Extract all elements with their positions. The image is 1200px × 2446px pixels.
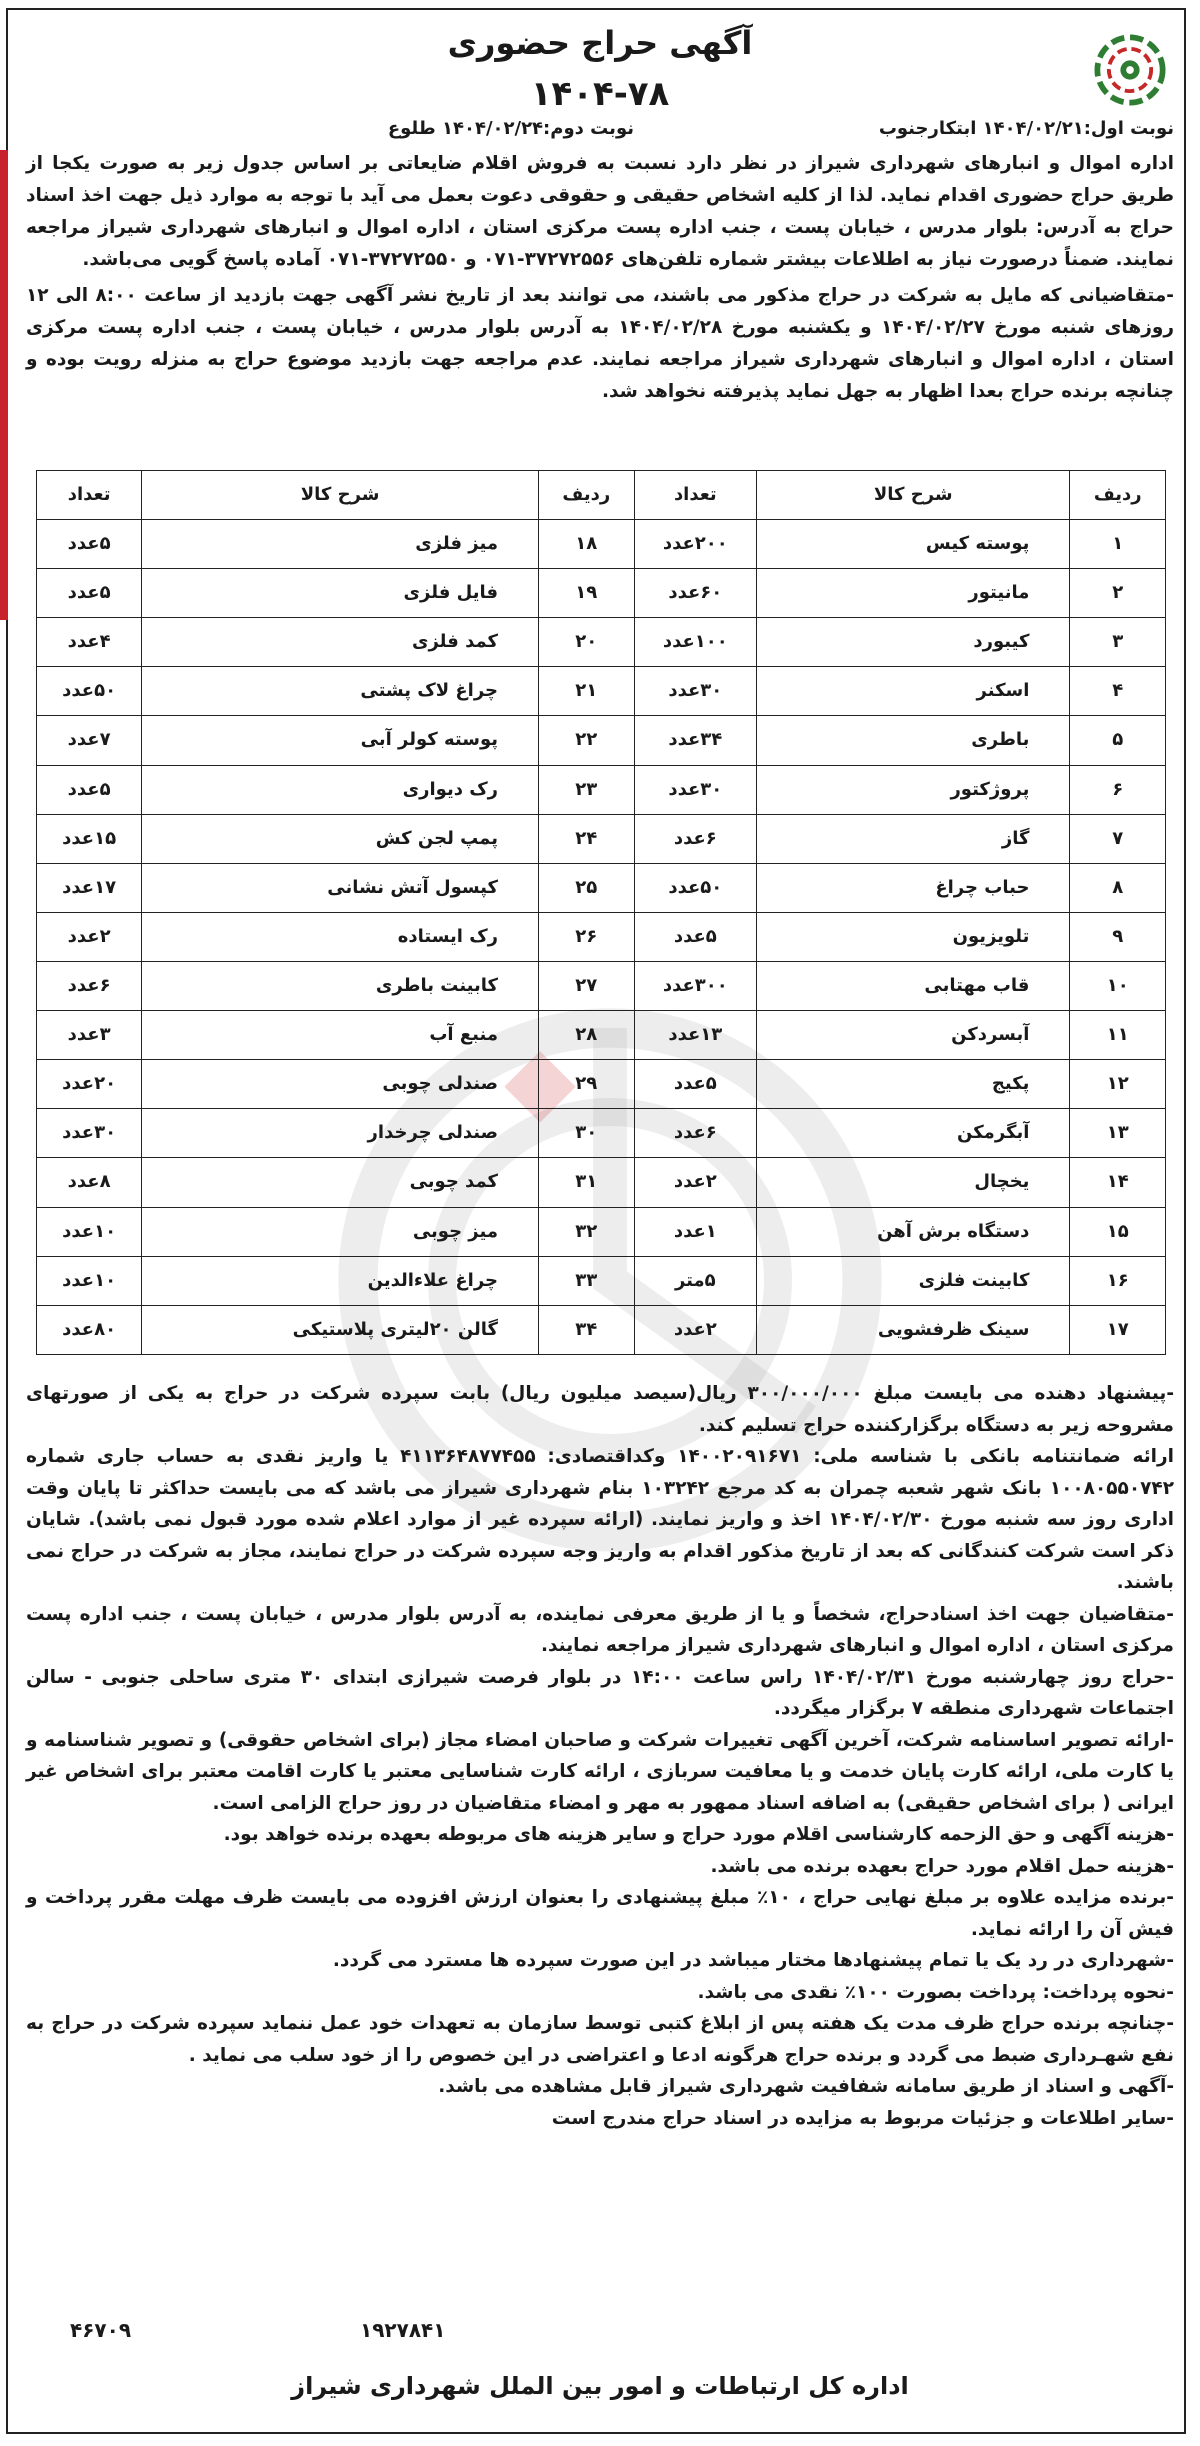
row-number: ۲۷ bbox=[539, 961, 635, 1010]
items-table bbox=[36, 470, 1166, 1355]
item-quantity: ۲عدد bbox=[634, 1305, 756, 1354]
item-quantity: ۵عدد bbox=[37, 520, 142, 569]
row-number: ۱۸ bbox=[539, 520, 635, 569]
item-quantity: ۸عدد bbox=[37, 1158, 142, 1207]
item-description: پکیج bbox=[757, 1060, 1070, 1109]
col-header-quantity: تعداد bbox=[634, 471, 756, 520]
visit-paragraph: -متقاضیانی که مایل به شرکت در حراج مذکور می باشند، می توانند بعد از تاریخ نشر آگهی جهت بازدید از ساعت ۸:۰۰ الی ۱۲ روزهای شنبه مورخ ۱۴۰۴/۰۲/۲۷ و یکشنبه مورخ ۱۴۰۴/۰۲/۲۸ به آدرس بلوار مدرس ، خیابان پست ، جنب اداره پست مرکزی استان ، اداره اموال و انبارهای شهرداری شیراز مراجعه نمایند. عدم مراجعه جهت بازدید موضوع حراج به منزله رویت بوده و چنانچه برنده حراج بعدا اظهار به جهل نماید پذیرفته نخواهد شد. bbox=[26, 285, 1175, 402]
item-description: صندلی چوبی bbox=[142, 1060, 539, 1109]
issuer-footer: اداره کل ارتباطات و امور بین الملل شهرداری شیراز bbox=[291, 2372, 909, 2400]
item-quantity: ۲عدد bbox=[634, 1158, 756, 1207]
item-quantity: ۳۴عدد bbox=[634, 716, 756, 765]
item-quantity: ۶عدد bbox=[37, 961, 142, 1010]
item-description: کابینت فلزی bbox=[757, 1256, 1070, 1305]
item-quantity: ۵عدد bbox=[37, 569, 142, 618]
row-number: ۲۰ bbox=[539, 618, 635, 667]
second-publication-date: نوبت دوم:۱۴۰۴/۰۲/۲۴ طلوع bbox=[387, 118, 634, 139]
table-row bbox=[37, 618, 1166, 667]
item-quantity: ۵متر bbox=[634, 1256, 756, 1305]
row-number: ۱۹ bbox=[539, 569, 635, 618]
item-description: حباب چراغ bbox=[757, 863, 1070, 912]
row-number: ۳۴ bbox=[539, 1305, 635, 1354]
table-row bbox=[37, 1011, 1166, 1060]
row-number: ۲۳ bbox=[539, 765, 635, 814]
row-number: ۲۹ bbox=[539, 1060, 635, 1109]
item-quantity: ۱۰عدد bbox=[37, 1207, 142, 1256]
item-quantity: ۸۰عدد bbox=[37, 1305, 142, 1354]
item-description: کپسول آتش نشانی bbox=[142, 863, 539, 912]
table-row bbox=[37, 716, 1166, 765]
row-number: ۳۱ bbox=[539, 1158, 635, 1207]
row-number: ۴ bbox=[1070, 667, 1166, 716]
table-row bbox=[37, 520, 1166, 569]
condition-item: -آگهی و اسناد از طریق سامانه شفافیت شهرداری شیراز قابل مشاهده می باشد. bbox=[438, 2076, 1174, 2097]
row-number: ۱۰ bbox=[1070, 961, 1166, 1010]
row-number: ۵ bbox=[1070, 716, 1166, 765]
row-number: ۲۸ bbox=[539, 1011, 635, 1060]
table-row bbox=[37, 1207, 1166, 1256]
item-quantity: ۲۰۰عدد bbox=[634, 520, 756, 569]
col-header-description-2: شرح کالا bbox=[142, 471, 539, 520]
item-quantity: ۴عدد bbox=[37, 618, 142, 667]
item-quantity: ۵۰عدد bbox=[634, 863, 756, 912]
reference-number-left: ۴۶۷۰۹ bbox=[70, 2318, 132, 2342]
table-row bbox=[37, 1060, 1166, 1109]
row-number: ۲ bbox=[1070, 569, 1166, 618]
item-quantity: ۱۷عدد bbox=[37, 863, 142, 912]
condition-item: -ارائه تصویر اساسنامه شرکت، آخرین آگهی تغییرات شرکت و صاحبان امضاء مجاز (برای اشخاص حقوقی) و تصویر شناسنامه و یا کارت ملی، ارائه کارت پایان خدمت و یا معافیت سربازی ، ارائه کارت شناسایی معتبر یا کارت اقامت معتبر برای اشخاص غیر ایرانی ( برای اشخاص حقیقی) به اضافه اسناد ممهور به مهر و امضاء متقاضیان در روز حراج الزامی است. bbox=[26, 1729, 1174, 1814]
item-description: کمد فلزی bbox=[142, 618, 539, 667]
item-description: اسکنر bbox=[757, 667, 1070, 716]
item-description: چراغ علاءالدین bbox=[142, 1256, 539, 1305]
row-number: ۱۲ bbox=[1070, 1060, 1166, 1109]
item-description: میز چوبی bbox=[142, 1207, 539, 1256]
publication-dates bbox=[26, 118, 1174, 152]
table-row bbox=[37, 961, 1166, 1010]
row-number: ۳۳ bbox=[539, 1256, 635, 1305]
item-quantity: ۵عدد bbox=[634, 1060, 756, 1109]
item-quantity: ۲عدد bbox=[37, 912, 142, 961]
table-row bbox=[37, 814, 1166, 863]
item-description: کیبورد bbox=[757, 618, 1070, 667]
table-row bbox=[37, 1109, 1166, 1158]
item-description: تلویزیون bbox=[757, 912, 1070, 961]
col-header-row-num-2: ردیف bbox=[539, 471, 635, 520]
condition-item: -شهرداری در رد یک یا تمام پیشنهادها مختار میباشد در این صورت سپرده ها مسترد می گردد. bbox=[332, 1950, 1174, 1971]
item-quantity: ۶عدد bbox=[634, 1109, 756, 1158]
ad-code: ۱۴۰۴-۷۸ bbox=[530, 74, 670, 114]
item-description: میز فلزی bbox=[142, 520, 539, 569]
first-publication-date: نوبت اول:۱۴۰۴/۰۲/۲۱ ابتکارجنوب bbox=[878, 118, 1174, 139]
condition-item: -برنده مزایده علاوه بر مبلغ نهایی حراج ، ۱۰٪ مبلغ پیشنهادی را بعنوان ارزش افزوده می بایست ظرف مهلت مقرر پرداخت و فیش آن را ارائه نماید. bbox=[26, 1887, 1174, 1940]
item-description: صندلی چرخدار bbox=[142, 1109, 539, 1158]
row-number: ۲۲ bbox=[539, 716, 635, 765]
row-number: ۲۵ bbox=[539, 863, 635, 912]
table-row bbox=[37, 569, 1166, 618]
row-number: ۱ bbox=[1070, 520, 1166, 569]
item-description: منبع آب bbox=[142, 1011, 539, 1060]
item-quantity: ۶۰عدد bbox=[634, 569, 756, 618]
item-quantity: ۳۰۰عدد bbox=[634, 961, 756, 1010]
row-number: ۱۴ bbox=[1070, 1158, 1166, 1207]
title-block bbox=[0, 24, 1200, 114]
item-quantity: ۲۰عدد bbox=[37, 1060, 142, 1109]
condition-item: -پیشنهاد دهنده می بایست مبلغ ۳۰۰/۰۰۰/۰۰۰ ریال(سیصد میلیون ریال) بابت سپرده شرکت در حراج به یکی از صورتهای مشروحه زیر به دستگاه برگزارکننده حراج تسلیم کند. bbox=[26, 1383, 1174, 1436]
condition-item: -هزینه آگهی و حق الزحمه کارشناسی اقلام مورد حراج و سایر هزینه های مربوطه بعهده برنده خواهد بود. bbox=[223, 1824, 1174, 1845]
item-quantity: ۳۰عدد bbox=[37, 1109, 142, 1158]
item-description: پمپ لجن کش bbox=[142, 814, 539, 863]
item-description: چراغ لاک پشتی bbox=[142, 667, 539, 716]
row-number: ۳ bbox=[1070, 618, 1166, 667]
row-number: ۱۵ bbox=[1070, 1207, 1166, 1256]
item-description: رک دیواری bbox=[142, 765, 539, 814]
item-description: آبگرمکن bbox=[757, 1109, 1070, 1158]
reference-number-mid: ۱۹۲۷۸۴۱ bbox=[360, 2318, 446, 2342]
item-description: مانیتور bbox=[757, 569, 1070, 618]
table-row bbox=[37, 1158, 1166, 1207]
item-quantity: ۳۰عدد bbox=[634, 765, 756, 814]
table-row bbox=[37, 912, 1166, 961]
item-description: فایل فلزی bbox=[142, 569, 539, 618]
item-quantity: ۵۰عدد bbox=[37, 667, 142, 716]
item-quantity: ۷عدد bbox=[37, 716, 142, 765]
col-header-row-num: ردیف bbox=[1070, 471, 1166, 520]
side-mark bbox=[0, 150, 8, 620]
item-quantity: ۱عدد bbox=[634, 1207, 756, 1256]
item-quantity: ۱۰۰عدد bbox=[634, 618, 756, 667]
row-number: ۱۱ bbox=[1070, 1011, 1166, 1060]
item-quantity: ۱۵عدد bbox=[37, 814, 142, 863]
item-quantity: ۶عدد bbox=[634, 814, 756, 863]
item-description: سینک ظرفشویی bbox=[757, 1305, 1070, 1354]
table-row bbox=[37, 863, 1166, 912]
row-number: ۲۴ bbox=[539, 814, 635, 863]
row-number: ۱۳ bbox=[1070, 1109, 1166, 1158]
item-description: کمد چوبی bbox=[142, 1158, 539, 1207]
item-description: دستگاه برش آهن bbox=[757, 1207, 1070, 1256]
row-number: ۸ bbox=[1070, 863, 1166, 912]
row-number: ۲۶ bbox=[539, 912, 635, 961]
item-description: پوسته کیس bbox=[757, 520, 1070, 569]
row-number: ۳۰ bbox=[539, 1109, 635, 1158]
col-header-quantity-2: تعداد bbox=[37, 471, 142, 520]
condition-item: -نحوه پرداخت: پرداخت بصورت ۱۰۰٪ نقدی می باشد. bbox=[697, 1981, 1174, 2003]
condition-item: -سایر اطلاعات و جزئیات مربوط به مزایده در اسناد حراج مندرج است bbox=[551, 2107, 1174, 2129]
conditions-section bbox=[26, 1378, 1174, 2134]
item-quantity: ۱۳عدد bbox=[634, 1011, 756, 1060]
col-header-description: شرح کالا bbox=[757, 471, 1070, 520]
item-description: قاب مهتابی bbox=[757, 961, 1070, 1010]
row-number: ۲۱ bbox=[539, 667, 635, 716]
ad-title: آگهی حراج حضوری bbox=[447, 24, 753, 62]
condition-item: -متقاضیان جهت اخذ اسنادحراج، شخصاً و یا از طریق معرفی نماینده، به آدرس بلوار مدرس ، خیابان پست ، جنب اداره پست مرکزی استان ، اداره اموال و انبارهای شهرداری شیراز مراجعه نمایند. bbox=[26, 1603, 1174, 1656]
item-quantity: ۳۰عدد bbox=[634, 667, 756, 716]
item-description: رک ایستاده bbox=[142, 912, 539, 961]
item-description: گاز bbox=[757, 814, 1070, 863]
item-quantity: ۳عدد bbox=[37, 1011, 142, 1060]
row-number: ۹ bbox=[1070, 912, 1166, 961]
condition-item: ارائه ضمانتنامه بانکی با شناسه ملی: ۱۴۰۰۲۰۹۱۶۷۱ وکداقتصادی: ۴۱۱۳۶۴۸۷۷۴۵۵ یا واریز نقدی به حساب جاری شماره ۱۰۰۸۰۵۵۰۷۴۲ بانک شهر شعبه چمران به کد مرجع ۱۰۳۲۴۲ بنام شهرداری شیراز می باشد که می بایست حداکثر تا پایان وقت اداری روز سه شنبه مورخ ۱۴۰۴/۰۲/۳۰ اخذ و واریز نمایند. (ارائه سپرده غیر از موارد اعلام شده مورد قبول نمی باشد). شایان ذکر است شرکت کنندگانی که بعد از تاریخ مذکور اقدام به واریز وجه سپرده شرکت در حراج نمایند، مجاز به شرکت در حراج نمی باشند. bbox=[26, 1446, 1175, 1593]
intro-paragraph: اداره اموال و انبارهای شهرداری شیراز در نظر دارد نسبت به فروش اقلام ضایعاتی بر اساس جدول زیر به صورت یکجا از طریق حراج حضوری اقدام نماید. لذا از کلیه اشخاص حقیقی و حقوقی دعوت بعمل می آید با توجه به موارد ذیل جهت اخذ اسناد حراج به آدرس: بلوار مدرس ، خیابان پست ، جنب اداره پست مرکزی استان ، اداره اموال و انبارهای شهرداری شیراز مراجعه نمایند. ضمناً درصورت نیاز به اطلاعات بیشتر شماره تلفن‌های ۳۷۲۷۲۵۵۶-۰۷۱ و ۳۷۲۷۲۵۵۰-۰۷۱ آماده پاسخ گویی می‌باشد. bbox=[26, 153, 1174, 270]
condition-item: -چنانچه برنده حراج ظرف مدت یک هفته پس از ابلاغ کتبی توسط سازمان به تعهدات خود عمل ننماید سپرده شرکت در حراج به نفع شهـرداری ضبط می گردد و برنده حراج هرگونه ادعا و اعتراضی در این خصوص را از خود سلب می نماید . bbox=[26, 2013, 1174, 2066]
item-description: پروژکتور bbox=[757, 765, 1070, 814]
table-header-row bbox=[37, 471, 1166, 520]
table-row bbox=[37, 1256, 1166, 1305]
item-quantity: ۵عدد bbox=[634, 912, 756, 961]
item-description: کابینت باطری bbox=[142, 961, 539, 1010]
row-number: ۳۲ bbox=[539, 1207, 635, 1256]
row-number: ۱۷ bbox=[1070, 1305, 1166, 1354]
table-row bbox=[37, 667, 1166, 716]
item-description: آبسردکن bbox=[757, 1011, 1070, 1060]
item-description: یخچال bbox=[757, 1158, 1070, 1207]
condition-item: -حراج روز چهارشنبه مورخ ۱۴۰۴/۰۲/۳۱ راس ساعت ۱۴:۰۰ در بلوار فرصت شیرازی ابتدای ۳۰ متری ساحلی جنوبی - سالن اجتماعات شهرداری منطقه ۷ برگزار میگردد. bbox=[26, 1666, 1174, 1719]
table-row bbox=[37, 765, 1166, 814]
item-description: باطری bbox=[757, 716, 1070, 765]
row-number: ۱۶ bbox=[1070, 1256, 1166, 1305]
item-quantity: ۱۰عدد bbox=[37, 1256, 142, 1305]
row-number: ۶ bbox=[1070, 765, 1166, 814]
condition-item: -هزینه حمل اقلام مورد حراج بعهده برنده می باشد. bbox=[710, 1855, 1174, 1877]
item-description: پوسته کولر آبی bbox=[142, 716, 539, 765]
item-quantity: ۵عدد bbox=[37, 765, 142, 814]
item-description: گالن ۲۰لیتری پلاستیکی bbox=[142, 1305, 539, 1354]
table-row bbox=[37, 1305, 1166, 1354]
row-number: ۷ bbox=[1070, 814, 1166, 863]
